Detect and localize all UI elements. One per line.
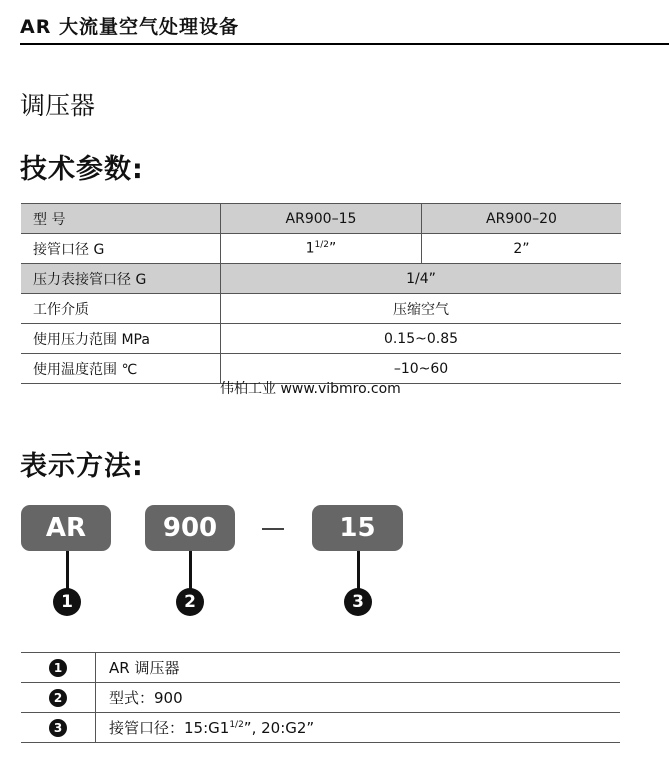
spec-value: 0.15~0.85	[221, 324, 622, 354]
connector-line	[357, 551, 360, 591]
notation-heading: 表示方法:	[20, 451, 144, 482]
spec-value: 1/4”	[221, 264, 622, 294]
spec-label: 工作介质	[21, 294, 221, 324]
spec-value-15	[221, 234, 422, 264]
legend-desc: 型式：900	[96, 683, 621, 713]
legend-row	[21, 683, 620, 713]
spec-label: 使用温度范围 ℃	[21, 354, 221, 384]
spec-header-model: 型 号	[21, 204, 221, 234]
connector-line	[189, 551, 192, 591]
spec-header-col2: AR900–20	[421, 204, 621, 234]
spec-value: 压缩空气	[221, 294, 622, 324]
spec-label: 接管口径 G	[21, 234, 221, 264]
legend-desc	[96, 713, 621, 743]
number-badge-2: 2	[176, 588, 204, 616]
spec-value: –10~60	[221, 354, 622, 384]
port-size-whole: 1	[305, 240, 315, 257]
spec-header-row	[21, 204, 621, 234]
specs-heading: 技术参数:	[20, 154, 144, 185]
number-badge-1: 1	[53, 588, 81, 616]
spec-row-gauge-port	[21, 264, 621, 294]
code-box-type: 900	[145, 505, 235, 551]
port-size-unit: ”	[329, 240, 337, 257]
port-size-fraction: 1/2	[314, 240, 330, 251]
legend-badge-3: 3	[49, 719, 67, 737]
legend-desc-part: 接管口径：15:G1	[109, 719, 230, 737]
spec-row-medium	[21, 294, 621, 324]
legend-badge-1: 1	[49, 659, 67, 677]
legend-desc-fraction: 1/2	[229, 720, 244, 730]
legend-table	[21, 652, 620, 743]
spec-label: 使用压力范围 MPa	[21, 324, 221, 354]
spec-header-col1: AR900–15	[221, 204, 422, 234]
legend-row	[21, 713, 620, 743]
watermark-text: 伟柏工业 www.vibmro.com	[220, 381, 401, 397]
legend-badge-2: 2	[49, 689, 67, 707]
code-separator-dash	[262, 528, 284, 530]
spec-value-20: 2”	[421, 234, 621, 264]
code-box-series: AR	[21, 505, 111, 551]
legend-desc-part: ”, 20:G2”	[243, 719, 315, 737]
code-box-port: 15	[312, 505, 403, 551]
number-badge-3: 3	[344, 588, 372, 616]
legend-desc: AR 调压器	[96, 653, 621, 683]
header-divider	[20, 43, 669, 45]
header-title: AR 大流量空气处理设备	[20, 16, 239, 38]
spec-row-pressure	[21, 324, 621, 354]
product-title: 调压器	[20, 91, 96, 120]
spec-label: 压力表接管口径 G	[21, 264, 221, 294]
spec-row-port-size	[21, 234, 621, 264]
connector-line	[66, 551, 69, 591]
spec-table	[21, 203, 621, 384]
legend-row	[21, 653, 620, 683]
